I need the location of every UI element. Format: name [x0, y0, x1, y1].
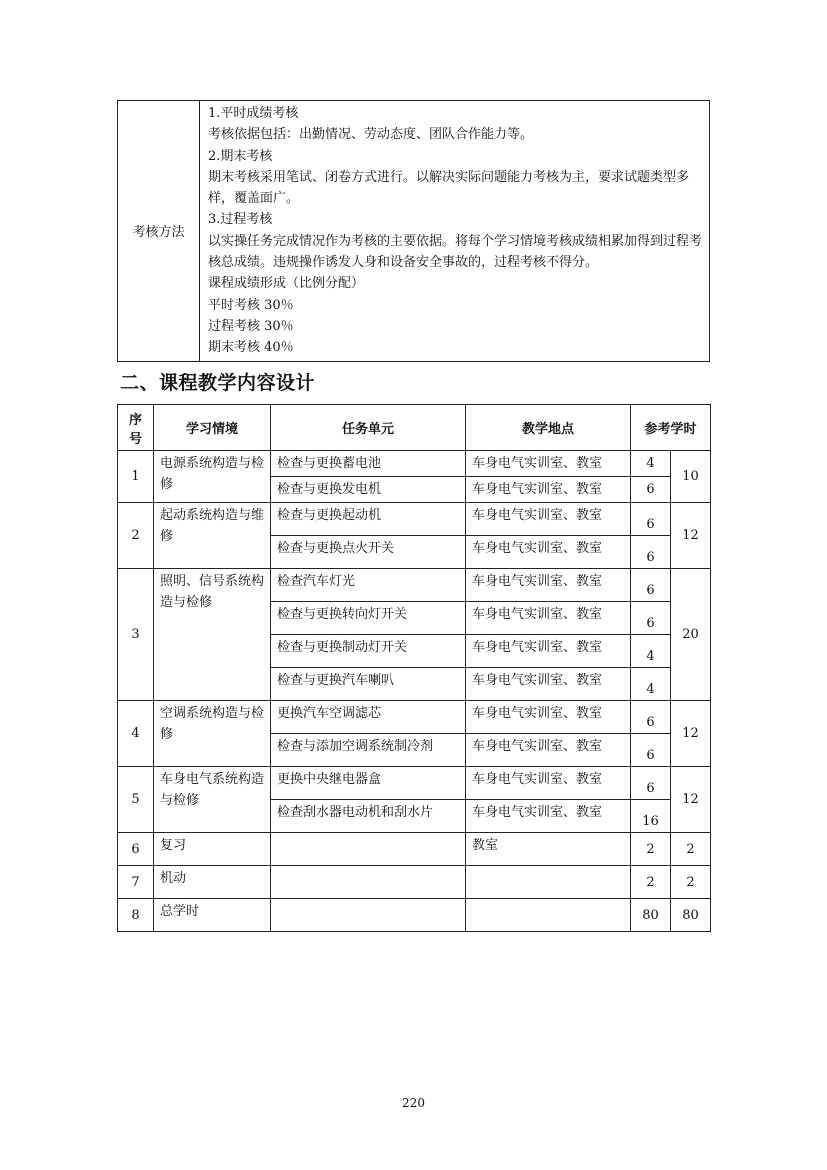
row-task: 更换中央继电器盒 [271, 767, 466, 800]
row-location: 教室 [466, 833, 631, 866]
table-row [118, 701, 711, 734]
header-index: 序号 [118, 405, 154, 451]
row-total-hours: 80 [671, 899, 711, 932]
row-total-hours: 12 [671, 767, 711, 833]
row-task: 检查刮水器电动机和刮水片 [271, 800, 466, 833]
row-task [271, 866, 466, 899]
row-task: 检查汽车灯光 [271, 569, 466, 602]
row-task: 检查与更换转向灯开关 [271, 602, 466, 635]
row-location: 车身电气实训室、教室 [466, 800, 631, 833]
row-location [466, 899, 631, 932]
row-hours: 6 [631, 734, 671, 767]
row-total-hours: 2 [671, 833, 711, 866]
row-location [466, 866, 631, 899]
row-hours: 6 [631, 536, 671, 569]
course-content-table [117, 404, 711, 932]
row-location: 车身电气实训室、教室 [466, 668, 631, 701]
assessment-line: 2.期末考核 [208, 148, 273, 164]
assessment-line: 3.过程考核 [208, 212, 273, 228]
row-hours: 6 [631, 503, 671, 536]
row-hours: 2 [631, 833, 671, 866]
table-row [118, 569, 711, 602]
table-row [118, 833, 711, 866]
header-location: 教学地点 [466, 405, 631, 451]
row-task: 检查与更换制动灯开关 [271, 635, 466, 668]
assessment-line: 期末考核采用笔试、闭卷方式进行。以解决实际问题能力考核为主，要求试题类型多样，覆盖面广。 [208, 169, 690, 207]
row-location: 车身电气实训室、教室 [466, 569, 631, 602]
row-location: 车身电气实训室、教室 [466, 602, 631, 635]
row-situation: 起动系统构造与维修 [154, 503, 271, 569]
row-hours: 6 [631, 569, 671, 602]
row-task [271, 833, 466, 866]
row-index: 7 [118, 866, 154, 899]
table-row [118, 866, 711, 899]
row-situation: 复习 [154, 833, 271, 866]
row-location: 车身电气实训室、教室 [466, 477, 631, 503]
row-hours: 6 [631, 602, 671, 635]
assessment-line: 期末考核 40％ [208, 340, 294, 356]
row-task: 检查与更换点火开关 [271, 536, 466, 569]
row-total-hours: 12 [671, 503, 711, 569]
row-index: 2 [118, 503, 154, 569]
row-location: 车身电气实训室、教室 [466, 503, 631, 536]
assessment-content [200, 101, 710, 362]
row-hours: 80 [631, 899, 671, 932]
assessment-line: 考核依据包括：出勤情况、劳动态度、团队合作能力等。 [208, 127, 534, 143]
row-task: 检查与更换汽车喇叭 [271, 668, 466, 701]
row-total-hours: 20 [671, 569, 711, 701]
row-location: 车身电气实训室、教室 [466, 767, 631, 800]
row-hours: 4 [631, 635, 671, 668]
assessment-table [117, 100, 710, 362]
row-index: 3 [118, 569, 154, 701]
row-location: 车身电气实训室、教室 [466, 701, 631, 734]
row-hours: 6 [631, 477, 671, 503]
row-situation: 车身电气系统构造与检修 [154, 767, 271, 833]
table-header-row [118, 405, 711, 451]
row-index: 1 [118, 451, 154, 503]
row-total-hours: 12 [671, 701, 711, 767]
row-situation: 机动 [154, 866, 271, 899]
header-task: 任务单元 [271, 405, 466, 451]
row-hours: 6 [631, 701, 671, 734]
row-task: 检查与更换起动机 [271, 503, 466, 536]
row-location: 车身电气实训室、教室 [466, 734, 631, 767]
section-title: 二、课程教学内容设计 [120, 372, 316, 394]
assessment-line: 课程成绩形成（比例分配） [208, 276, 365, 292]
row-hours: 2 [631, 866, 671, 899]
row-location: 车身电气实训室、教室 [466, 536, 631, 569]
row-task: 检查与添加空调系统制冷剂 [271, 734, 466, 767]
row-situation: 空调系统构造与检修 [154, 701, 271, 767]
table-row [118, 767, 711, 800]
page-number: 220 [402, 1096, 425, 1110]
row-task [271, 899, 466, 932]
row-location: 车身电气实训室、教室 [466, 451, 631, 477]
row-index: 4 [118, 701, 154, 767]
header-situation: 学习情境 [154, 405, 271, 451]
row-situation: 电源系统构造与检修 [154, 451, 271, 503]
row-situation: 总学时 [154, 899, 271, 932]
row-task: 检查与更换蓄电池 [271, 451, 466, 477]
table-row [118, 503, 711, 536]
row-location: 车身电气实训室、教室 [466, 635, 631, 668]
assessment-line: 过程考核 30％ [208, 318, 294, 334]
row-task: 更换汽车空调滤芯 [271, 701, 466, 734]
row-total-hours: 2 [671, 866, 711, 899]
table-row [118, 451, 711, 477]
row-index: 5 [118, 767, 154, 833]
table-row [118, 899, 711, 932]
assessment-line: 以实操任务完成情况作为考核的主要依据。将每个学习情境考核成绩相累加得到过程考核总成绩。违规操作诱发人身和设备安全事故的，过程考核不得分。 [208, 233, 703, 271]
row-index: 6 [118, 833, 154, 866]
assessment-line: 1.平时成绩考核 [208, 106, 299, 121]
row-situation: 照明、信号系统构造与检修 [154, 569, 271, 701]
row-hours: 16 [631, 800, 671, 833]
row-hours: 4 [631, 668, 671, 701]
row-task: 检查与更换发电机 [271, 477, 466, 503]
row-total-hours: 10 [671, 451, 711, 503]
row-hours: 4 [631, 451, 671, 477]
row-hours: 6 [631, 767, 671, 800]
header-hours: 参考学时 [631, 405, 711, 451]
assessment-label: 考核方法 [118, 101, 200, 362]
row-index: 8 [118, 899, 154, 932]
assessment-line: 平时考核 30％ [208, 297, 294, 313]
